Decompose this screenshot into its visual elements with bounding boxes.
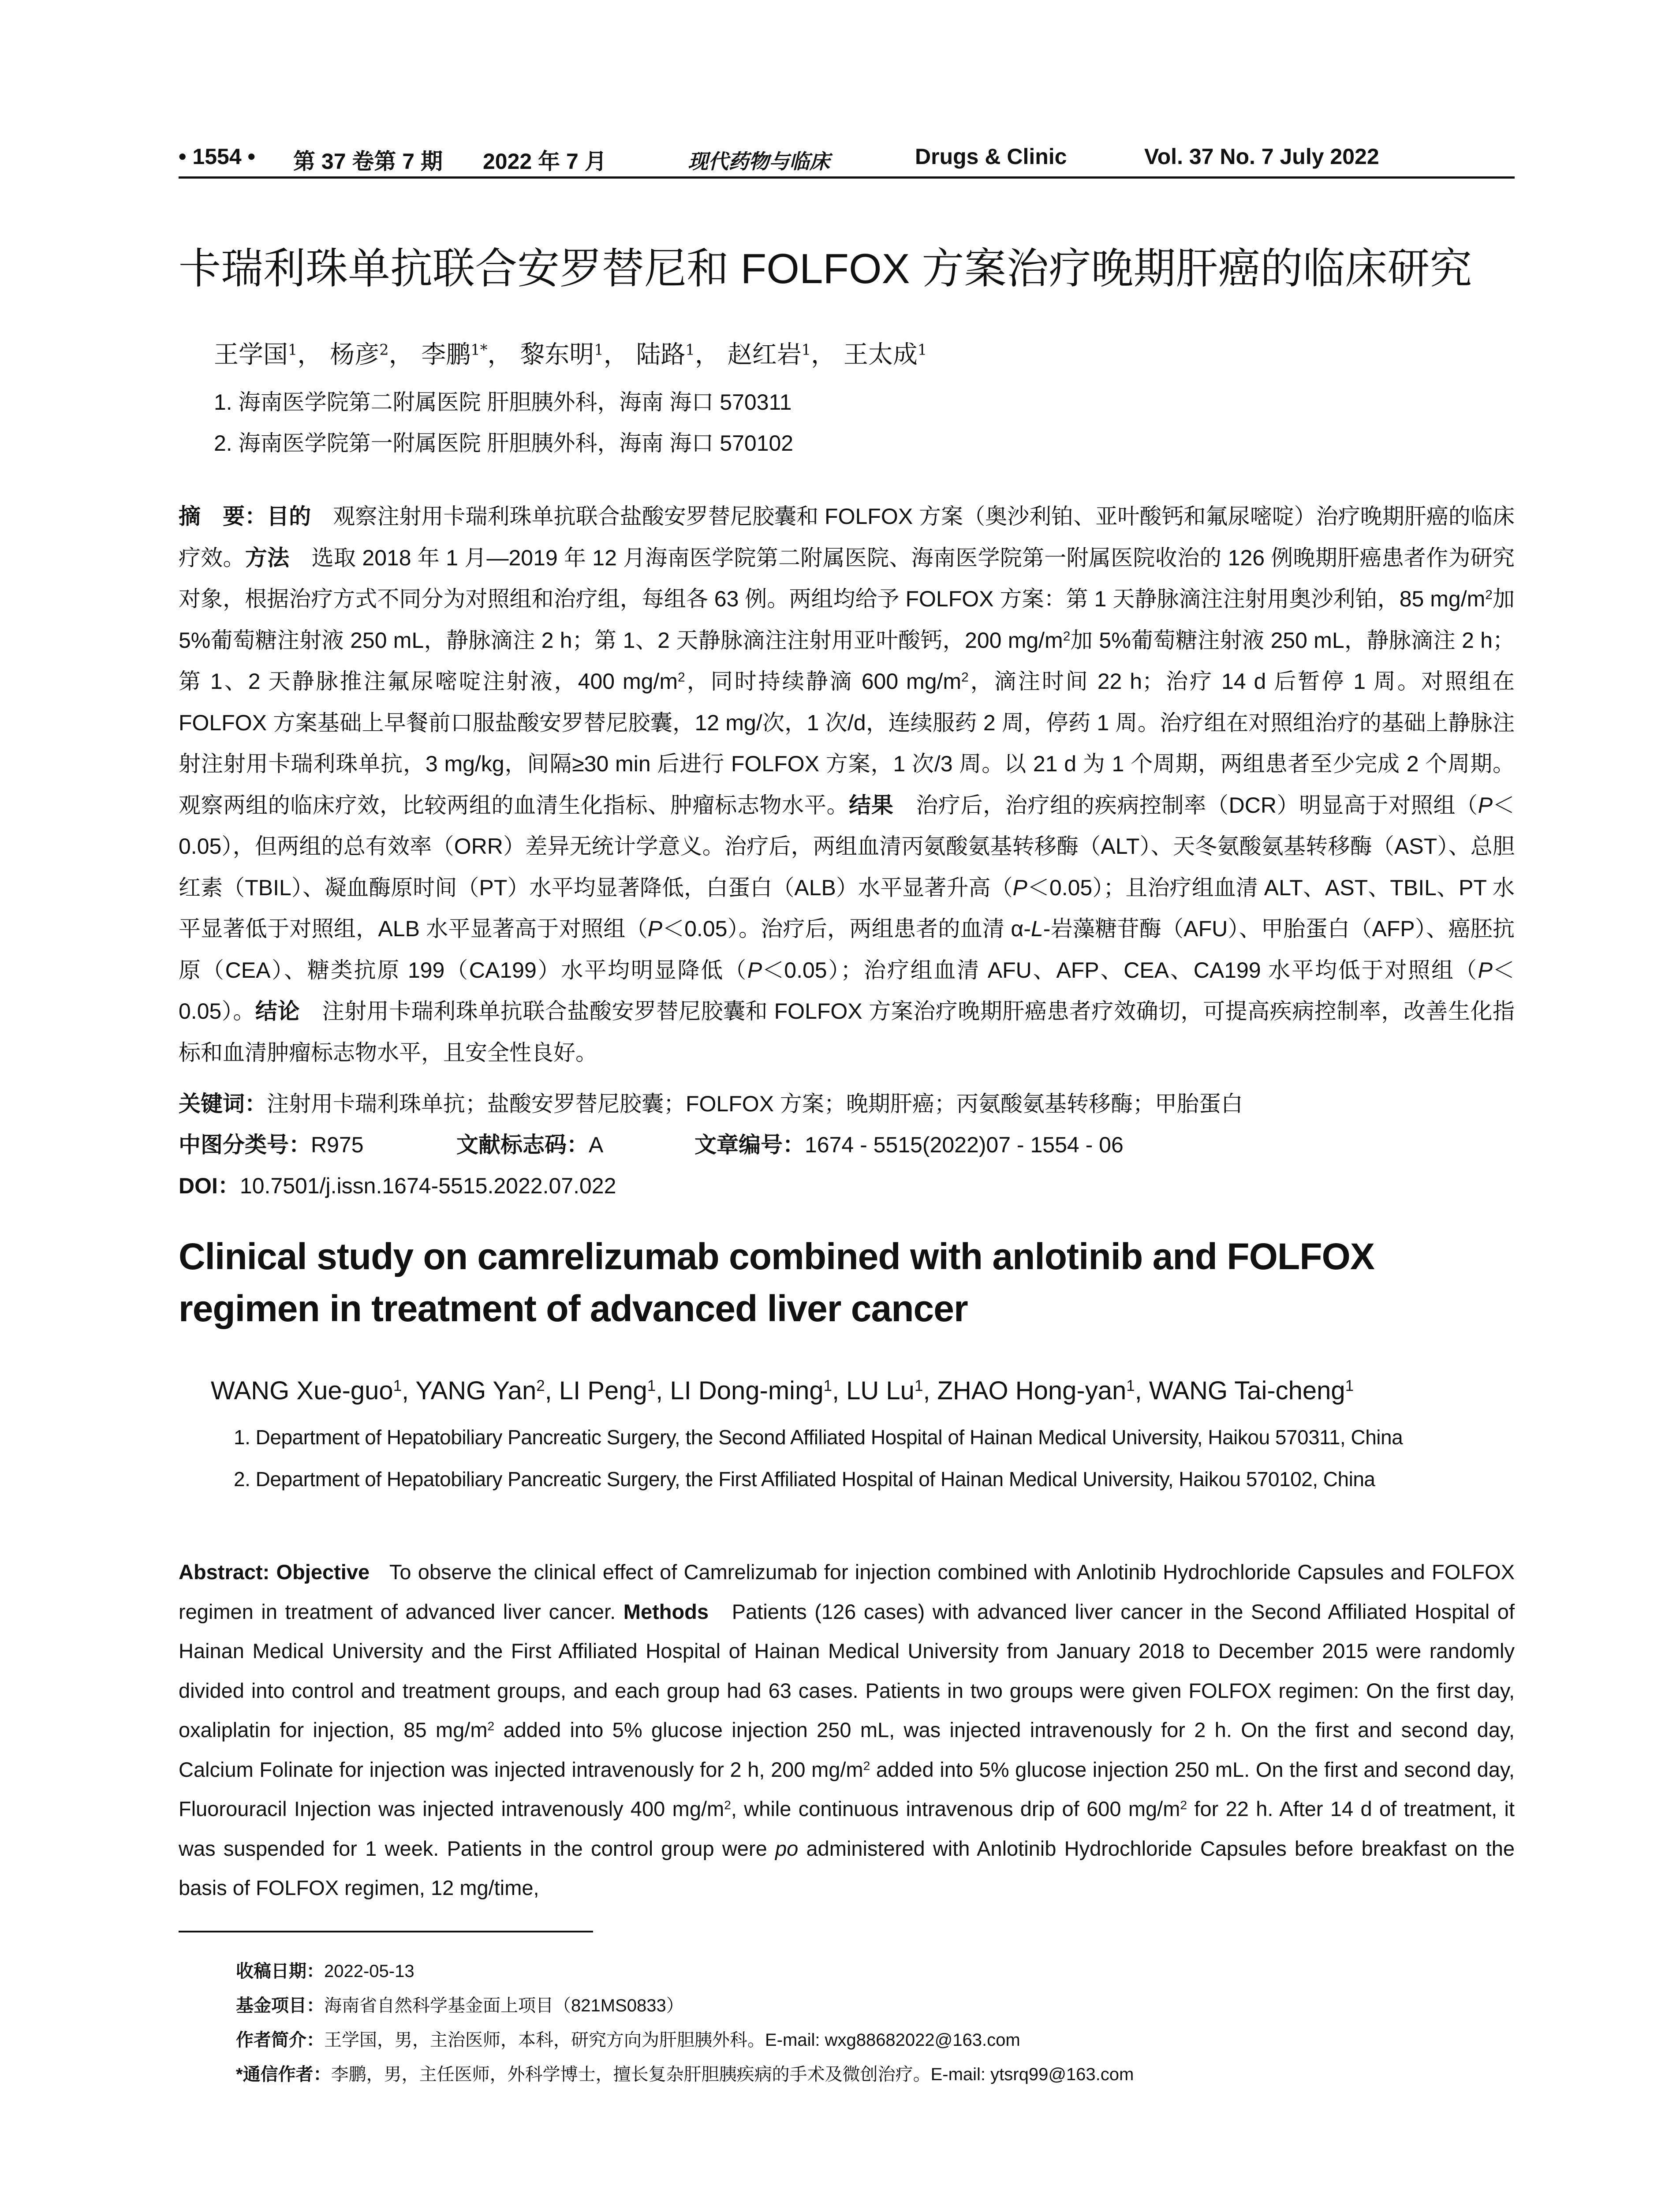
keywords-text: 注射用卡瑞利珠单抗；盐酸安罗替尼胶囊；FOLFOX 方案；晚期肝癌；丙氨酸氨基转移酶；甲胎蛋白 (267, 1091, 1243, 1116)
author-name: 李鹏 (421, 340, 471, 369)
abstract-label: Abstract: (179, 1560, 270, 1584)
author-name: 杨彦 (330, 340, 380, 369)
methods-label: Methods (623, 1600, 709, 1623)
p-value-symbol: P (1478, 792, 1493, 818)
author-list-cn: 王学国$^1$， 杨彦$^2$， 李鹏$^{1*}$， 黎东明$^1$， 陆路$^1$， 赵红岩$^1$， 王太成$^1$ (214, 340, 927, 369)
superscript: 2 (863, 1758, 870, 1772)
article-no-value: 1674 - 5515(2022)07 - 1554 - 06 (805, 1132, 1124, 1157)
footnote-funding (236, 1992, 684, 2017)
clc-value: R975 (311, 1132, 364, 1157)
author-affiliation-mark: 1* (470, 341, 488, 359)
author-affiliation-mark: 1 (393, 1377, 402, 1394)
results-text: ＜0.05）。 (179, 957, 1515, 1024)
author-affiliation-mark: 1 (823, 1377, 832, 1394)
superscript: 2 (1180, 1798, 1187, 1812)
author-name: 赵红岩 (727, 340, 802, 369)
affiliation-en-2: 2. Department of Hepatobiliary Pancreatic Surgery, the First Affiliated Hospital of Hainan Medical University, Haikou 570102, China (234, 1468, 1375, 1491)
footnote-corresponding-author (236, 2060, 1134, 2085)
methods-text: ，滴注时间 22 h；治疗 14 d 后暂停 1 周。对照组在 FOLFOX 方案基础上早餐前口服盐酸安罗替尼胶囊，12 mg/次，1 次/d，连续服药 2 周，停药 1 周。治疗组在对照组治疗的基础上静脉注射注射用卡瑞利珠单抗，3 mg/kg，间隔≥30 min 后进行 FOLFOX 方案，1 次/3 周。以 21 d 为 1 个周期，两组患者至少完成 2 个周期。观察两组的临床疗效，比较两组的血清生化指标、肿瘤标志物水平。 (179, 669, 1515, 818)
footnote-text: 李鹏，男，主任医师，外科学博士，擅长复杂肝胆胰疾病的手术及微创治疗。E-mail: ytsrq99@163.com (331, 2065, 1134, 2084)
affiliation-cn-2: 2. 海南医学院第一附属医院 肝胆胰外科，海南 海口 570102 (214, 431, 794, 456)
superscript: 2 (678, 670, 685, 685)
l-symbol: L (1030, 916, 1043, 941)
results-text: ＜0.05）；且治疗组血清 ALT、AST、TBIL、PT 水平显著低于对照组，ALB 水平显著高于对照组（ (179, 875, 1515, 941)
article-title-en: Clinical study on camrelizumab combined with anlotinib and FOLFOX regimen in treatment of advanced liver cancer (179, 1236, 1374, 1329)
footnote-label: 收稿日期： (236, 1962, 324, 1981)
footnote-label: 基金项目： (236, 1996, 324, 2015)
results-text: 治疗后，治疗组的疾病控制率（DCR）明显高于对照组（ (916, 792, 1478, 818)
abstract-en (179, 1552, 1515, 1908)
article-title-cn: 卡瑞利珠单抗联合安罗替尼和 FOLFOX 方案治疗晚期肝癌的临床研究 (179, 245, 1472, 292)
footnote-text: 2022-05-13 (324, 1962, 414, 1981)
author-affiliation-mark: 1 (917, 341, 927, 359)
results-text: -岩藻糖苷酶（AFU）、甲胎蛋白（AFP）、癌胚抗原（CEA）、糖类抗原 199（CA199）水平均明显降低（ (179, 916, 1515, 983)
abstract-cn (179, 496, 1515, 1073)
doi-label: DOI： (179, 1174, 240, 1198)
results-label: 结果 (849, 792, 894, 818)
objective-label: Objective (276, 1560, 370, 1584)
author-name: YANG Yan (415, 1376, 537, 1405)
article-number (694, 1127, 1124, 1159)
document-code (456, 1127, 603, 1159)
author-name: 陆路 (636, 340, 686, 369)
superscript: 2 (487, 1719, 495, 1733)
doc-code-value: A (589, 1132, 604, 1157)
superscript: 2 (961, 670, 969, 685)
footnote-received (236, 1957, 414, 1982)
doi-value: 10.7501/j.issn.1674-5515.2022.07.022 (239, 1174, 616, 1198)
p-value-symbol: P (747, 957, 762, 983)
classification-line (179, 1127, 364, 1159)
article-no-label: 文章编号： (694, 1132, 805, 1157)
conclusion-label: 结论 (255, 999, 300, 1024)
author-affiliation-mark: 2 (379, 341, 389, 359)
volume-issue-cn: 第 37 卷第 7 期 (293, 149, 443, 174)
methods-label: 方法 (245, 545, 290, 570)
objective-label: 目的 (267, 504, 311, 529)
volume-issue-en: Vol. 37 No. 7 July 2022 (1144, 144, 1379, 169)
results-text: ＜0.05）；治疗组血清 AFU、AFP、CEA、CA199 水平均低于对照组（ (762, 957, 1478, 983)
clc-label: 中图分类号： (179, 1132, 311, 1157)
author-affiliation-mark: 2 (536, 1377, 545, 1394)
author-list-en: WANG Xue-guo$^1$, YANG Yan$^2$, LI Peng$^1$, LI Dong-ming$^1$, LU Lu$^1$, ZHAO Hong-yan$^1$, WANG Tai-cheng$^1$ (211, 1376, 1354, 1405)
author-name: LI Peng (559, 1376, 647, 1405)
running-header (179, 140, 1515, 176)
journal-name-en: Drugs & Clinic (915, 144, 1067, 169)
author-name: WANG Tai-cheng (1149, 1376, 1345, 1405)
author-affiliation-mark: 1 (1345, 1377, 1354, 1394)
methods-text: added into 5% glucose injection 250 mL. On the first and second day, Fluorouracil Injection was injected intravenously 400 mg/m (179, 1757, 1515, 1820)
footnote-text: 海南省自然科学基金面上项目（821MS0833） (324, 1996, 684, 2015)
footnote-text: 王学国，男，主治医师，本科，研究方向为肝胆胰外科。E-mail: wxg88682022@163.com (324, 2030, 1020, 2050)
author-name: LI Dong-ming (670, 1376, 824, 1405)
doc-code-label: 文献标志码： (456, 1132, 589, 1157)
author-name: WANG Xue-guo (211, 1376, 393, 1405)
page-number: • 1554 • (179, 144, 256, 169)
doi-line (179, 1168, 616, 1200)
abstract-label: 摘 要： (179, 504, 267, 529)
author-affiliation-mark: 1 (288, 341, 298, 359)
p-value-symbol: P (1012, 875, 1027, 900)
affiliation-cn-1: 1. 海南医学院第二附属医院 肝胆胰外科，海南 海口 570311 (214, 390, 792, 415)
p-value-symbol: P (647, 916, 663, 941)
journal-name-cn: 现代药物与临床 (688, 149, 830, 173)
affiliation-en-1: 1. Department of Hepatobiliary Pancreatic Surgery, the Second Affiliated Hospital of Hainan Medical University, Haikou 570311, China (234, 1426, 1403, 1449)
results-text: ＜0.05），但两组的总有效率（ORR）差异无统计学意义。治疗后，两组血清丙氨酸氨基转移酶（ALT）、天冬氨酸氨基转移酶（AST）、总胆红素（TBIL）、凝血酶原时间（PT）水平均显著降低，白蛋白（ALB）水平显著升高（ (179, 792, 1515, 900)
keywords-line (179, 1086, 1243, 1118)
results-text: ＜0.05）。治疗后，两组患者的血清 α- (662, 916, 1031, 941)
superscript: 2 (1485, 587, 1493, 602)
methods-text: ，同时持续静滴 600 mg/m (685, 669, 962, 694)
author-affiliation-mark: 1 (801, 341, 811, 359)
superscript: 2 (1063, 629, 1071, 643)
objective-text: 观察注射用卡瑞利珠单抗联合盐酸安罗替尼胶囊和 FOLFOX 方案（奥沙利铂、亚叶酸钙和氟尿嘧啶）治疗晚期肝癌的临床疗效。 (179, 504, 1515, 570)
author-name: 王学国 (214, 340, 288, 369)
methods-text: Patients (126 cases) with advanced liver cancer in the Second Affiliated Hospital of Hainan Medical University and the First Affiliated Hospital of Hainan Medical University from January 2018 to December 2015 were randomly divided into control and treatment groups, and each group had 63 cases. Patients in two groups were given FOLFOX regimen: On the first day, oxaliplatin for injection, 85 mg/m (179, 1600, 1515, 1742)
author-name: LU Lu (846, 1376, 915, 1405)
footnote-rule (179, 1931, 593, 1932)
author-affiliation-mark: 1 (647, 1377, 656, 1394)
author-affiliation-mark: 1 (685, 341, 695, 359)
methods-text: administered with Anlotinib Hydrochloride Capsules before breakfast on the basis of FOLFOX regimen, 12 mg/time, (179, 1836, 1515, 1899)
author-name: 黎东明 (520, 340, 594, 369)
methods-text: added into 5% glucose injection 250 mL, was injected intravenously for 2 h. On the first and second day, Calcium Folinate for injection was injected intravenously for 2 h, 200 mg/m (179, 1718, 1515, 1781)
header-rule (179, 176, 1515, 179)
objective-text: To observe the clinical effect of Camrelizumab for injection combined with Anlotinib Hydrochloride Capsules and FOLFOX regimen in treatment of advanced liver cancer. (179, 1560, 1515, 1623)
conclusion-text: 注射用卡瑞利珠单抗联合盐酸安罗替尼胶囊和 FOLFOX 方案治疗晚期肝癌患者疗效确切，可提高疾病控制率，改善生化指标和血清肿瘤标志物水平，且安全性良好。 (179, 999, 1515, 1065)
author-affiliation-mark: 1 (914, 1377, 923, 1394)
footnote-author-bio (236, 2026, 1020, 2051)
footnote-label: *通信作者： (236, 2065, 331, 2084)
author-affiliation-mark: 1 (1126, 1377, 1135, 1394)
methods-text: 加 5%葡萄糖注射液 250 mL，静脉滴注 2 h；第 1、2 天静脉滴注注射用亚叶酸钙，200 mg/m (179, 587, 1515, 653)
p-value-symbol: P (1478, 957, 1493, 983)
keywords-label: 关键词： (179, 1091, 267, 1116)
methods-text: , while continuous intravenous drip of 600 mg/m (731, 1797, 1180, 1820)
author-affiliation-mark: 1 (594, 341, 604, 359)
footnote-label: 作者简介： (236, 2030, 324, 2050)
author-name: ZHAO Hong-yan (937, 1376, 1127, 1405)
po-abbrev: po (775, 1836, 799, 1860)
superscript: 2 (724, 1798, 731, 1812)
methods-text: for 22 h. After 14 d of treatment, it was suspended for 1 week. Patients in the control group were (179, 1797, 1515, 1860)
methods-text: 加 5%葡萄糖注射液 250 mL，静脉滴注 2 h；第 1、2 天静脉推注氟尿嘧啶注射液，400 mg/m (179, 628, 1515, 694)
methods-text: 选取 2018 年 1 月—2019 年 12 月海南医学院第二附属医院、海南医学院第一附属医院收治的 126 例晚期肝癌患者作为研究对象，根据治疗方式不同分为对照组和治疗组，每组各 63 例。两组均给予 FOLFOX 方案：第 1 天静脉滴注注射用奥沙利铂，85 mg/m (179, 545, 1515, 611)
author-name: 王太成 (843, 340, 918, 369)
publication-date-cn: 2022 年 7 月 (483, 149, 607, 174)
